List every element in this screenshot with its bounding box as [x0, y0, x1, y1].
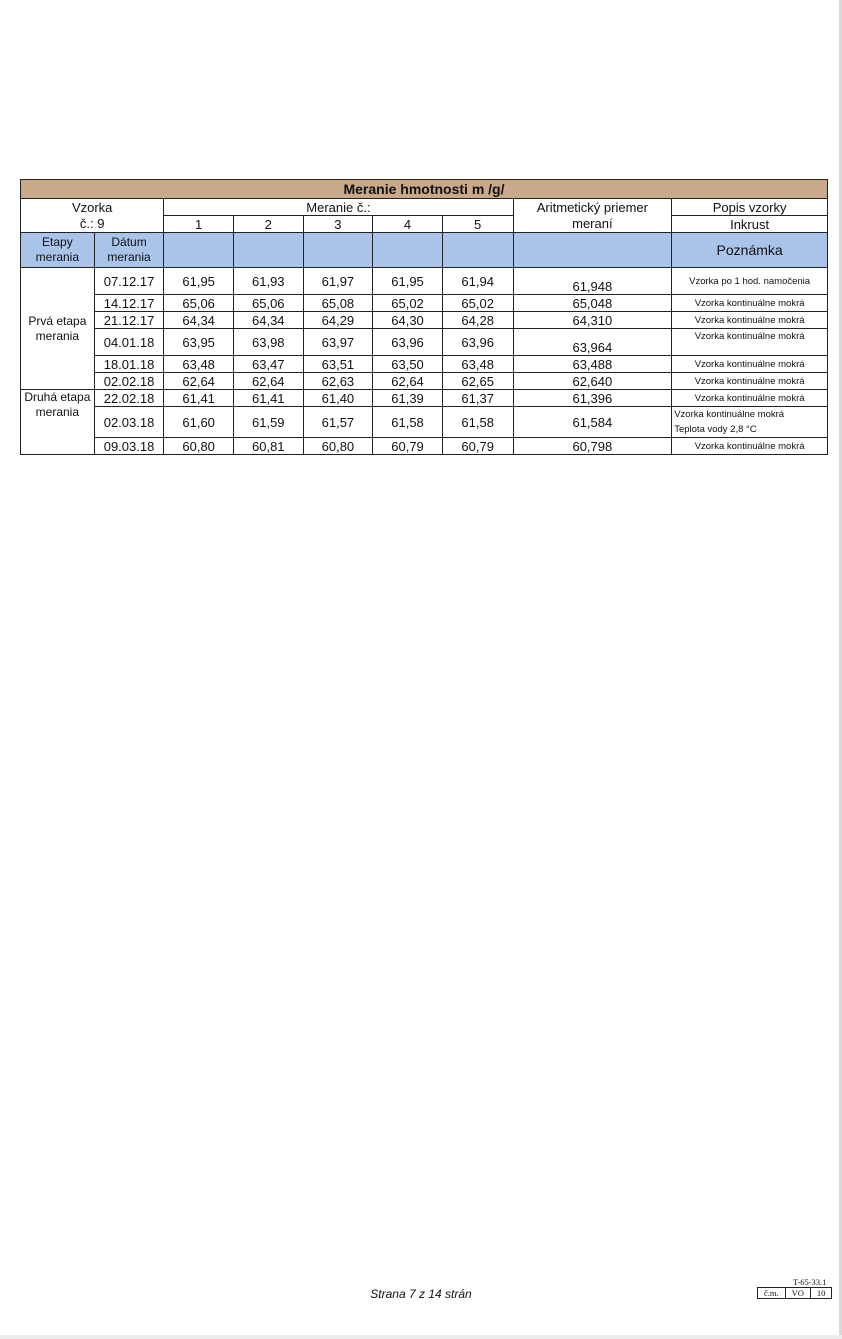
- description-label: Popis vzorky: [672, 199, 828, 216]
- value-cell: 63,98: [233, 329, 303, 356]
- value-cell: 63,97: [303, 329, 373, 356]
- stamp-code: T-65-33.1: [792, 1277, 827, 1287]
- table-title: Meranie hmotnosti m /g/: [21, 180, 828, 199]
- value-cell: 61,58: [442, 407, 513, 438]
- mean-cell: 61,584: [513, 407, 672, 438]
- value-cell: 60,80: [303, 438, 373, 455]
- value-cell: 65,06: [164, 295, 234, 312]
- note-cell: Vzorka kontinuálne mokrá: [672, 329, 828, 356]
- measurement-label: Meranie č.:: [164, 199, 513, 216]
- value-cell: 60,79: [442, 438, 513, 455]
- value-cell: 65,06: [233, 295, 303, 312]
- value-cell: 61,57: [303, 407, 373, 438]
- date-cell: 07.12.17: [94, 268, 164, 295]
- value-cell: 63,50: [373, 356, 443, 373]
- value-cell: 61,58: [373, 407, 443, 438]
- value-cell: 63,48: [442, 356, 513, 373]
- measurement-number: 2: [233, 216, 303, 233]
- date-cell: 02.02.18: [94, 373, 164, 390]
- mean-label: Aritmetický priemer: [513, 199, 672, 216]
- note-cell: Vzorka kontinuálne mokrá: [672, 295, 828, 312]
- stamp-cell: č.m.: [758, 1288, 786, 1299]
- date-cell: 14.12.17: [94, 295, 164, 312]
- date-cell: 22.02.18: [94, 390, 164, 407]
- value-cell: 63,96: [373, 329, 443, 356]
- value-cell: 61,95: [164, 268, 234, 295]
- value-cell: 60,80: [164, 438, 234, 455]
- note-cell: Vzorka po 1 hod. namočenia: [672, 268, 828, 295]
- note-cell: Vzorka kontinuálne mokrá: [672, 373, 828, 390]
- value-cell: 65,08: [303, 295, 373, 312]
- date-cell: 04.01.18: [94, 329, 164, 356]
- value-cell: 62,64: [373, 373, 443, 390]
- note-cell: Vzorka kontinuálne mokrá: [672, 390, 828, 407]
- value-cell: 61,41: [164, 390, 234, 407]
- mean-cell: 61,396: [513, 390, 672, 407]
- value-cell: 63,48: [164, 356, 234, 373]
- value-cell: 61,40: [303, 390, 373, 407]
- value-cell: 61,93: [233, 268, 303, 295]
- value-cell: 64,34: [164, 312, 234, 329]
- sample-number: č.: 9: [21, 216, 164, 233]
- stage-first: Prvá etapa merania: [21, 268, 95, 390]
- value-cell: 63,47: [233, 356, 303, 373]
- value-cell: 61,59: [233, 407, 303, 438]
- page-bottom-edge: [0, 1335, 842, 1339]
- stamp-table: [757, 1287, 832, 1299]
- note-cell: Vzorka kontinuálne mokrá: [672, 356, 828, 373]
- stamp-cell: VO: [785, 1288, 810, 1299]
- value-cell: 60,81: [233, 438, 303, 455]
- mean-cell: 65,048: [513, 295, 672, 312]
- value-cell: 65,02: [373, 295, 443, 312]
- date-cell: 18.01.18: [94, 356, 164, 373]
- value-cell: 62,64: [164, 373, 234, 390]
- value-cell: 63,95: [164, 329, 234, 356]
- value-cell: 61,97: [303, 268, 373, 295]
- mean-cell: 62,640: [513, 373, 672, 390]
- date-cell: 21.12.17: [94, 312, 164, 329]
- value-cell: 63,51: [303, 356, 373, 373]
- value-cell: 61,60: [164, 407, 234, 438]
- value-cell: 64,34: [233, 312, 303, 329]
- mean-cell: 60,798: [513, 438, 672, 455]
- note-line: Vzorka kontinuálne mokrá: [674, 409, 785, 420]
- stamp-cell: 10: [810, 1288, 832, 1299]
- note-cell: Vzorka kontinuálne mokrá: [672, 438, 828, 455]
- value-cell: 60,79: [373, 438, 443, 455]
- date-cell: 02.03.18: [94, 407, 164, 438]
- mean-cell: 63,488: [513, 356, 672, 373]
- mean-label-2: meraní: [513, 216, 672, 233]
- document-stamp: [757, 1277, 832, 1299]
- note-cell: Vzorka kontinuálne mokrá: [672, 312, 828, 329]
- value-cell: 62,64: [233, 373, 303, 390]
- mean-cell: 64,310: [513, 312, 672, 329]
- stage-header: Etapy merania: [21, 233, 95, 268]
- date-header: Dátum merania: [94, 233, 164, 268]
- date-cell: 09.03.18: [94, 438, 164, 455]
- mean-cell: 61,948: [513, 268, 672, 295]
- value-cell: 61,39: [373, 390, 443, 407]
- value-cell: 64,29: [303, 312, 373, 329]
- value-cell: 62,65: [442, 373, 513, 390]
- measurement-number: 3: [303, 216, 373, 233]
- measurement-table: [20, 179, 828, 455]
- note-cell: [672, 407, 828, 438]
- sample-label: Vzorka: [21, 199, 164, 216]
- value-cell: 61,41: [233, 390, 303, 407]
- value-cell: 65,02: [442, 295, 513, 312]
- description-value: Inkrust: [672, 216, 828, 233]
- page-number: Strana 7 z 14 strán: [370, 1287, 472, 1301]
- value-cell: 61,95: [373, 268, 443, 295]
- value-cell: 61,37: [442, 390, 513, 407]
- stage-second: Druhá etapa merania: [21, 390, 95, 455]
- note-header: Poznámka: [672, 233, 828, 268]
- value-cell: 61,94: [442, 268, 513, 295]
- mean-cell: 63,964: [513, 329, 672, 356]
- measurement-number: 5: [442, 216, 513, 233]
- measurement-number: 1: [164, 216, 234, 233]
- value-cell: 63,96: [442, 329, 513, 356]
- note-line-2: Teplota vody 2,8 °C: [674, 424, 757, 435]
- measurement-number: 4: [373, 216, 443, 233]
- value-cell: 64,30: [373, 312, 443, 329]
- value-cell: 62,63: [303, 373, 373, 390]
- value-cell: 64,28: [442, 312, 513, 329]
